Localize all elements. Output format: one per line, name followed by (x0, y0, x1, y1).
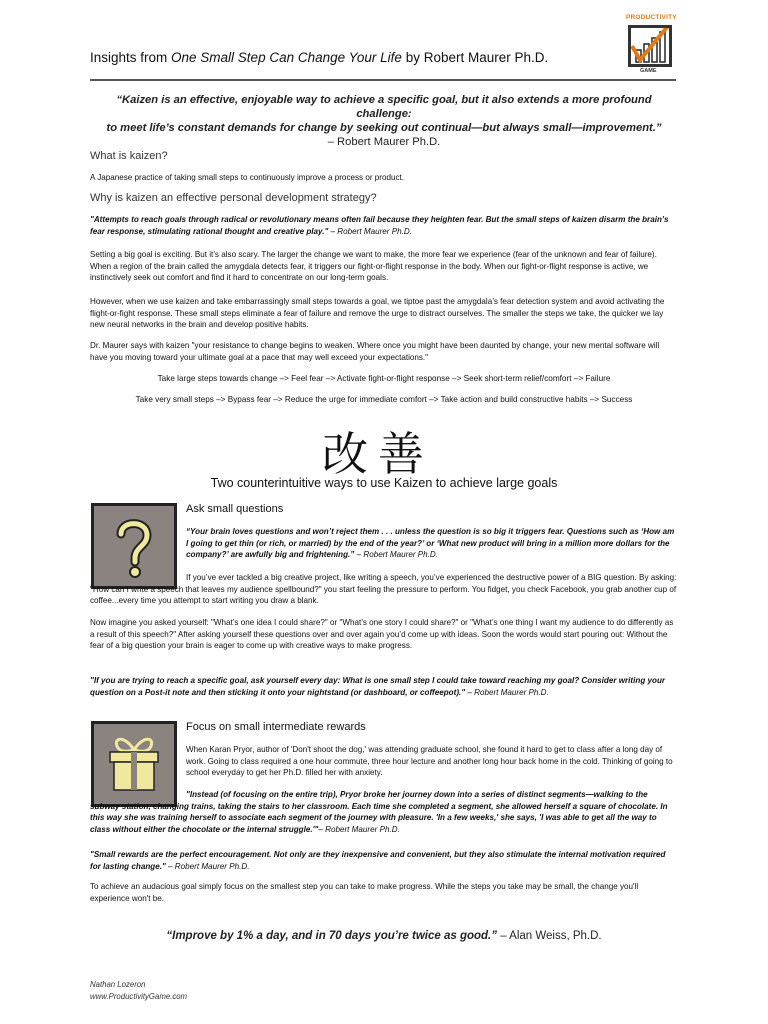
kaizen-kanji: 改善 (322, 427, 434, 481)
logo-bottom-text: GAME (640, 68, 657, 74)
header-divider (90, 79, 676, 81)
ask-questions-paragraph-2: Now imagine you asked yourself: "What’s one idea I could share?" or "What’s one story I could share?" or "What’s one thing I want my audience to do differently as a result of this speech?" After asking yourself these questions over and over again you’d come up with ideas. Soon the words would start pouring out: Without the fear of a big question your brain is eager to come up with creative ways to make progress. (90, 618, 674, 651)
book-title: One Small Step Can Change Your Life (171, 50, 402, 65)
small-rewards-paragraph-2: To achieve an audacious goal simply focus on the smallest step you can take to make progress. While the steps you take may be small, the change you'll experience won't be. (90, 882, 639, 903)
bar-chart-icon (631, 28, 669, 64)
why-kaizen-paragraph-3: Dr. Maurer says with kaizen "your resistance to change begins to weaken. Where once you might have been daunted by change, your new mental software will have you moving toward your ultimate goal at a pace that may well exceed your expectations." (90, 341, 660, 362)
small-rewards-quote-2: "Small rewards are the perfect encouragement. Not only are they inexpensive and convenient, but they also stimulate the internal motivation required for lasting change." – Robert Maurer Ph.D. (90, 850, 666, 871)
what-is-kaizen-heading: What is kaizen? (90, 150, 168, 162)
why-kaizen-quote: "Attempts to reach goals through radical or revolutionary means often fail because they heighten fear. But the small steps of kaizen disarm the brain’s fear response, stimulating rational thought and creative play." – Robert Maurer Ph.D. (90, 215, 669, 236)
why-kaizen-heading: Why is kaizen an effective personal development strategy? (90, 192, 377, 204)
small-rewards-heading: Focus on small intermediate rewards (186, 721, 366, 733)
why-kaizen-paragraph-2: However, when we use kaizen and take embarrassingly small steps towards a goal, we tiptoe past the amygdala’s fear detection system and avoid activating the flight-or-fight response. These small steps eliminate a fear of failure and remove the urge to distract ourselves. The smaller the steps we take, the quicker we lay new neural networks in the brain and develop positive habits. (90, 297, 665, 330)
main-quote-line-1: “Kaizen is an effective, enjoyable way to achieve a specific goal, but it also extends a more profound challenge: (116, 94, 652, 120)
ask-questions-quote: “Your brain loves questions and won’t reject them . . . unless the question is so big it triggers fear. Questions such as ‘How am I going to get thin (or rich, or married) by the end of the year?’ or ‘What new product will bring in a million more dollars for the company?’ are awfully big and frightening.” – Robert Maurer Ph.D. (186, 527, 675, 560)
website-url: www.ProductivityGame.com (90, 992, 188, 1001)
what-is-kaizen-text: A Japanese practice of taking small steps to continuously improve a process or product. (90, 173, 405, 182)
main-quote (90, 93, 678, 149)
fear-flow-large-steps: Take large steps towards change –> Feel fear –> Activate fight-or-flight response –> Seek short-term relief/comfort –> Failure (157, 374, 611, 383)
logo-chart-icon (628, 25, 672, 67)
ask-questions-paragraph-1: If you’ve ever tackled a big creative project, like writing a speech, you’ve experienced the destructive power of a BIG question. By asking: "How can I write a speech that leaves my audience spellbound?" you start feeling the pressure to perform. You fidget, you check Facebook, you grab another cup of coffee...every time you attempt to start writing you draw a blank. (90, 573, 677, 606)
footer-quote: “Improve by 1% a day, and in 70 days you’re twice as good.” – Alan Weiss, Ph.D. (166, 930, 602, 942)
document-title: Insights from One Small Step Can Change Your Life by Robert Maurer Ph.D. (90, 50, 549, 65)
section-title: Two counterintuitive ways to use Kaizen to achieve large goals (210, 476, 558, 490)
small-rewards-quote: "Instead (of focusing on the entire trip), Pryor broke her journey down into a series of distinct segments—walking to the subway station, changing trains, taking the stairs to her classroom. Each time she completed a segment, she allowed herself a square of chocolate. In this way she was training herself to associate each segment of the journey with pleasure. 'In a few weeks,' she says, 'I was able to get all the way to class without either the chocolate or the internal struggle.'"– Robert Maurer Ph.D. (90, 790, 668, 834)
small-rewards-paragraph-1: When Karan Pryor, author of 'Don't shoot the dog,' was attending graduate school, she found it hard to get to class after a long day of work. Going to class required a one hour commute, three hour lecture and another long hour back home in the cold. Thinking of going to school everyday to get her Ph.D. filled her with anxiety. (186, 745, 673, 778)
main-quote-author: – Robert Maurer Ph.D. (327, 136, 441, 148)
author-name: Nathan Lozeron (90, 980, 146, 989)
ask-questions-quote-2: "If you are trying to reach a specific goal, ask yourself every day: What is one small step I could take toward reaching my goal? Consider writing your question on a Post-it note and then sticking it onto your nightstand (or dashboard, or coffeepot)." – Robert Maurer Ph.D. (90, 676, 666, 697)
logo-top-text: PRODUCTIVITY (626, 14, 677, 21)
productivity-game-logo (622, 14, 678, 76)
main-quote-line-2: to meet life’s constant demands for change by seeking out continual—but always small—improvement.” (106, 122, 662, 134)
header (90, 40, 678, 80)
why-kaizen-paragraph-1: Setting a big goal is exciting. But it’s also scary. The larger the change we want to make, the more fear we experience (fear of the unknown and fear of failure). When a region of the brain called the amygdala detects fear, it triggers our fight-or-flight response in the body. When our fight-or-flight response is active, we instinctively seek out comfort and find it hard to concentrate on our long-term goals. (90, 250, 657, 283)
ask-small-questions-heading: Ask small questions (186, 503, 284, 515)
fear-flow-small-steps: Take very small steps –> Bypass fear –> Reduce the urge for immediate comfort –> Take action and build constructive habits –> Success (135, 395, 633, 404)
